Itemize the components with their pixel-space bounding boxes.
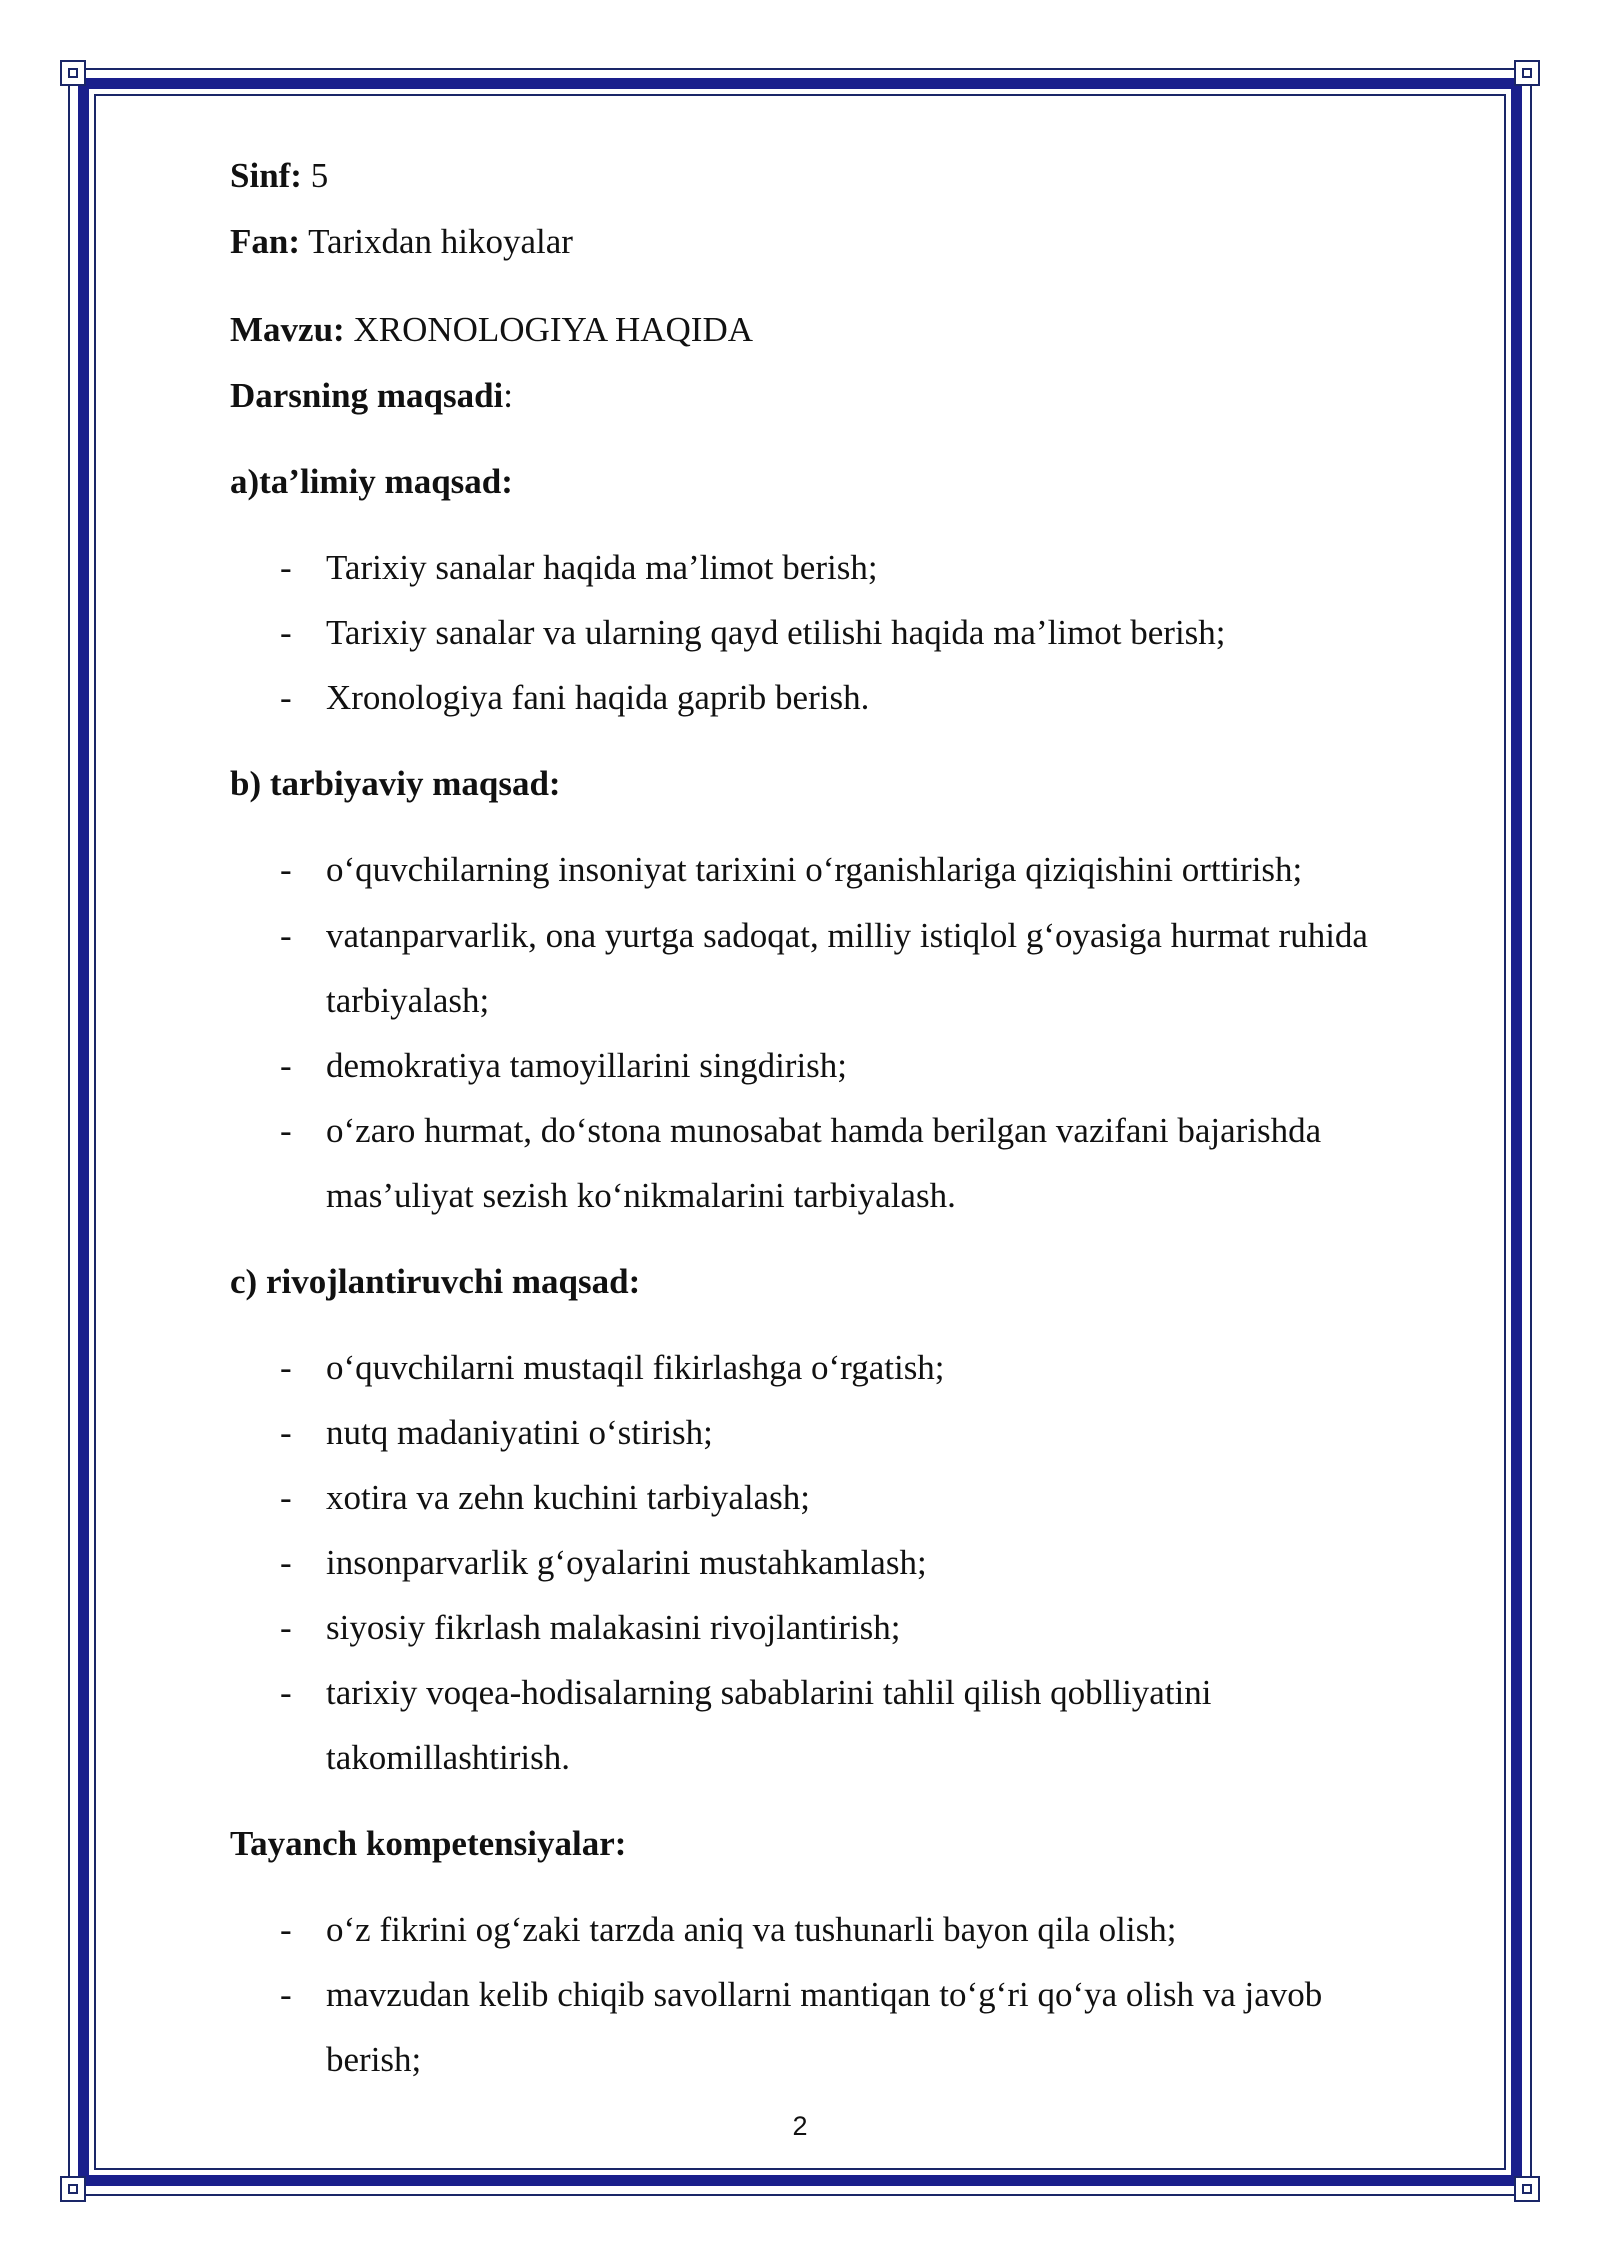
list-dash: - [280,678,292,717]
list-item: o‘zaro hurmat, do‘stona munosabat hamda berilgan vazifani bajarishda [326,1111,1322,1150]
list-item: mavzudan kelib chiqib savollarni mantiqan to‘g‘ri qo‘ya olish va javob [326,1975,1323,2014]
mavzu-value: XRONOLOGIYA HAQIDA [344,310,754,349]
list-dash: - [280,850,292,889]
list-item: tarixiy voqea-hodisalarning sabablarini tahlil qilish qoblliyatini [326,1673,1212,1712]
corner-ornament [1514,60,1540,86]
list-item-continuation: berish; [326,2040,422,2079]
list-dash: - [280,1543,292,1582]
list-item: o‘quvchilarning insoniyat tarixini o‘rganishlariga qiziqishini orttirish; [326,850,1303,889]
fan-line [230,220,573,264]
list-dash: - [280,1413,292,1452]
list-dash: - [280,916,292,955]
list-item: siyosiy fikrlash malakasini rivojlantirish; [326,1608,901,1647]
list-item: o‘quvchilarni mustaqil fikirlashga o‘rgatish; [326,1348,945,1387]
list-item: Tarixiy sanalar haqida ma’limot berish; [326,548,878,587]
list-item: nutq madaniyatini o‘stirish; [326,1413,713,1452]
fan-label: Fan: [230,222,300,261]
list-item: xotira va zehn kuchini tarbiyalash; [326,1478,811,1517]
sinf-label: Sinf: [230,156,302,195]
list-dash: - [280,1478,292,1517]
list-item: demokratiya tamoyillarini singdirish; [326,1046,848,1085]
list-dash: - [280,1348,292,1387]
list-dash: - [280,1608,292,1647]
list-dash: - [280,1910,292,1949]
list-dash: - [280,1111,292,1150]
list-dash: - [280,548,292,587]
list-item: vatanparvarlik, ona yurtga sadoqat, milliy istiqlol g‘oyasiga hurmat ruhida [326,916,1368,955]
maqsad-line [230,374,513,418]
sinf-value: 5 [301,156,329,195]
corner-ornament [60,60,86,86]
mavzu-line [230,308,753,352]
list-dash: - [280,1673,292,1712]
list-dash: - [280,613,292,652]
section-heading-rivojlantiruvchi: c) rivojlantiruvchi maqsad: [230,1262,641,1301]
list-dash: - [280,1046,292,1085]
list-item-continuation: tarbiyalash; [326,981,490,1020]
list-item-continuation: mas’uliyat sezish ko‘nikmalarini tarbiyalash. [326,1176,956,1215]
page-number: 2 [792,2111,808,2141]
list-item-continuation: takomillashtirish. [326,1738,571,1777]
mavzu-label: Mavzu: [230,310,345,349]
fan-value: Tarixdan hikoyalar [300,222,573,261]
list-item: insonparvarlik g‘oyalarini mustahkamlash; [326,1543,927,1582]
list-item: Tarixiy sanalar va ularning qayd etilishi haqida ma’limot berish; [326,613,1226,652]
maqsad-label: Darsning maqsadi [230,376,504,415]
section-heading-talimiy: a)ta’limiy maqsad: [230,462,513,501]
sinf-line [230,154,328,198]
section-heading-tarbiyaviy: b) tarbiyaviy maqsad: [230,764,561,803]
corner-ornament [60,2176,86,2202]
maqsad-colon: : [503,376,514,415]
corner-ornament [1514,2176,1540,2202]
list-dash: - [280,1975,292,2014]
list-item: Xronologiya fani haqida gaprib berish. [326,678,870,717]
list-item: o‘z fikrini og‘zaki tarzda aniq va tushunarli bayon qila olish; [326,1910,1177,1949]
section-heading-kompetensiyalar: Tayanch kompetensiyalar: [230,1824,627,1863]
